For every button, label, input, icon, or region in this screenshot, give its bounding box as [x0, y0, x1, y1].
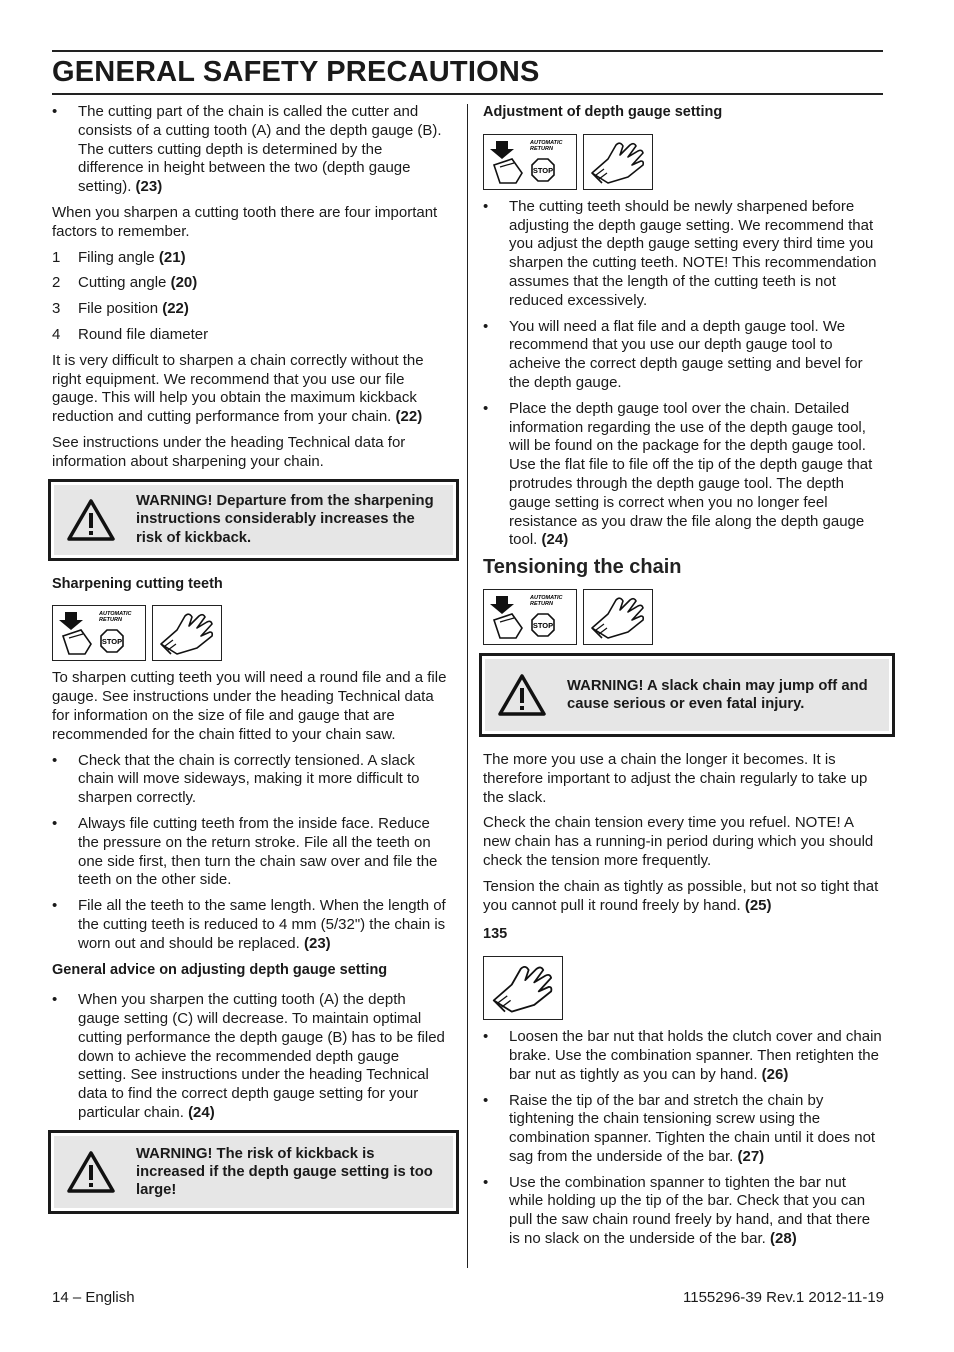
protective-glove-icon [583, 134, 653, 190]
left-column [52, 103, 449, 1228]
paragraph: When you sharpen a cutting tooth there are four important factors to remember. [52, 203, 438, 240]
list-item: 3 File position (22) [52, 300, 189, 318]
svg-text:AUTOMATIC: AUTOMATIC [530, 594, 563, 601]
icon-row [483, 589, 883, 645]
subheading: General advice on adjusting depth gauge setting [52, 961, 388, 978]
bullet-item: • When you sharpen the cutting tooth (A) the depth gauge setting (C) will decrease. To maintain optimal cutting performance the depth gauge (B) has to be filed down to achieve the recommended depth gauge setting. See instructions under the heading Technical data to find the correct depth gauge setting for your particular chain. (24) [52, 991, 445, 1122]
bullet-item: • File all the teeth to the same length. When the length of the cutting teeth is reduced to 4 mm (5/32") the chain is worn out and should be replaced. (23) [52, 897, 446, 952]
chain-brake-icon [52, 605, 146, 661]
warning-box [48, 479, 459, 561]
paragraph: Check the chain tension every time you refuel. NOTE! A new chain has a running-in period during which you should check the tension more frequently. [483, 814, 874, 869]
page-title: GENERAL SAFETY PRECAUTIONS [52, 56, 540, 88]
svg-text:STOP: STOP [532, 165, 554, 175]
icon-row [52, 605, 449, 661]
svg-text:AUTOMATIC: AUTOMATIC [530, 139, 563, 146]
warning-box [479, 653, 895, 737]
svg-text:RETURN: RETURN [530, 145, 553, 152]
bullet-item: • Loosen the bar nut that holds the clutch cover and chain brake. Use the combination spanner. Then retighten the bar nut as tightly as you can by hand. (26) [483, 1028, 882, 1083]
document-number: 1155296-39 Rev.1 2012-11-19 [683, 1289, 884, 1306]
warning-triangle-icon [491, 673, 553, 717]
paragraph: Tension the chain as tightly as possible, but not so tight that you cannot pull it round freely by hand. (25) [483, 877, 879, 914]
paragraph: The more you use a chain the longer it becomes. It is therefore important to adjust the chain regularly to take up the slack. [483, 750, 868, 806]
paragraph: To sharpen cutting teeth you will need a round file and a file gauge. See instructions under the heading Technical data for information on the size of file and gauge that are recommended for the chain fitted to your chain saw. [52, 669, 447, 743]
warning-box [48, 1130, 459, 1214]
bullet-text: The cutting part of the chain is called the cutter and consists of a cutting tooth (A) and the depth gauge (B). The cutters cutting depth is determined by the difference in height between the two (depth gauge setting). [78, 103, 442, 196]
protective-glove-icon [483, 956, 563, 1020]
top-rule [52, 50, 883, 52]
column-divider [467, 104, 468, 1268]
warning-text: WARNING! Departure from the sharpening instructions considerably increases the risk of kickback. [136, 493, 434, 546]
bullet-item: • Place the depth gauge tool over the chain. Detailed information regarding the use of the depth gauge tool, will be found on the package for the depth gauge tool. Use the flat file to file off the tip of the depth gauge that protrudes through the depth gauge tool. The depth gauge setting is correct when you no longer feel resistance as you draw the file along the depth gauge tool. (24) [483, 399, 873, 549]
bullet-item: • Always file cutting teeth from the inside face. Reduce the pressure on the return stroke. File all the teeth on one side first, then turn the chain saw over and file the teeth on the other side. [52, 814, 438, 889]
right-column [483, 103, 883, 1256]
warning-text: WARNING! A slack chain may jump off and cause serious or even fatal injury. [567, 677, 868, 712]
bullet-item: • You will need a flat file and a depth gauge tool. We recommend that you use our depth gauge tool to acheive the correct depth gauge setting and bevel for the depth gauge. [483, 317, 863, 391]
list-item: 2 Cutting angle (20) [52, 274, 198, 292]
svg-text:AUTOMATIC: AUTOMATIC [99, 611, 132, 618]
title-rule [52, 93, 883, 95]
section-heading: Tensioning the chain [483, 556, 682, 579]
svg-text:STOP: STOP [101, 637, 123, 647]
icon-row [483, 134, 883, 190]
chain-brake-icon [483, 589, 577, 645]
icon-row [483, 956, 883, 1020]
warning-text: WARNING! The risk of kickback is increased if the depth gauge setting is too large! [136, 1145, 433, 1198]
subheading: Sharpening cutting teeth [52, 575, 223, 592]
paragraph: It is very difficult to sharpen a chain correctly without the right equipment. We recommend that you use our file gauge. This will help you obtain the maximum kickback reduction and cutting performance from your chain. (22) [52, 351, 424, 426]
figure-ref: (23) [135, 178, 163, 196]
bullet-item: • Raise the tip of the bar and stretch the chain by tightening the chain tensioning screw using the combination spanner. Tighten the chain until it does not sag from the underside of the bar. (27) [483, 1091, 876, 1165]
protective-glove-icon [152, 605, 222, 661]
chain-brake-icon [483, 134, 577, 190]
bullet-cutter: • The cutting part of the chain is called the cutter and consists of a cutting tooth (A) and the depth gauge (B). The cutters cutting depth is determined by the difference in height between the two (depth gauge setting). (23) [52, 103, 442, 196]
bullet-item: • The cutting teeth should be newly sharpened before adjusting the depth gauge setting. We recommend that you adjust the depth gauge setting every third time you sharpen the cutting teeth. NOTE! This recommendation assumes that the length of the cutting teeth is not reduced excessively. [483, 197, 877, 309]
model-label: 135 [483, 926, 508, 943]
svg-text:RETURN: RETURN [99, 617, 122, 624]
bullet-item: • Check that the chain is correctly tensioned. A slack chain will move sideways, making it more difficult to sharpen correctly. [52, 751, 420, 807]
list-item: 1 Filing angle (21) [52, 248, 186, 266]
svg-text:RETURN: RETURN [530, 600, 553, 607]
bullet-item: • Use the combination spanner to tighten the bar nut while holding up the tip of the bar. Check that you can pull the saw chain round freely by hand, and that there is no slack on the underside of the bar. (28) [483, 1173, 871, 1248]
protective-glove-icon [583, 589, 653, 645]
list-item: 4 Round file diameter [52, 325, 209, 343]
paragraph: See instructions under the heading Technical data for information about sharpening your chain. [52, 433, 406, 470]
warning-triangle-icon [60, 498, 122, 542]
svg-text:STOP: STOP [532, 620, 554, 630]
subheading: Adjustment of depth gauge setting [483, 104, 723, 120]
warning-triangle-icon [60, 1150, 122, 1194]
page-number: 14 – English [52, 1289, 135, 1306]
